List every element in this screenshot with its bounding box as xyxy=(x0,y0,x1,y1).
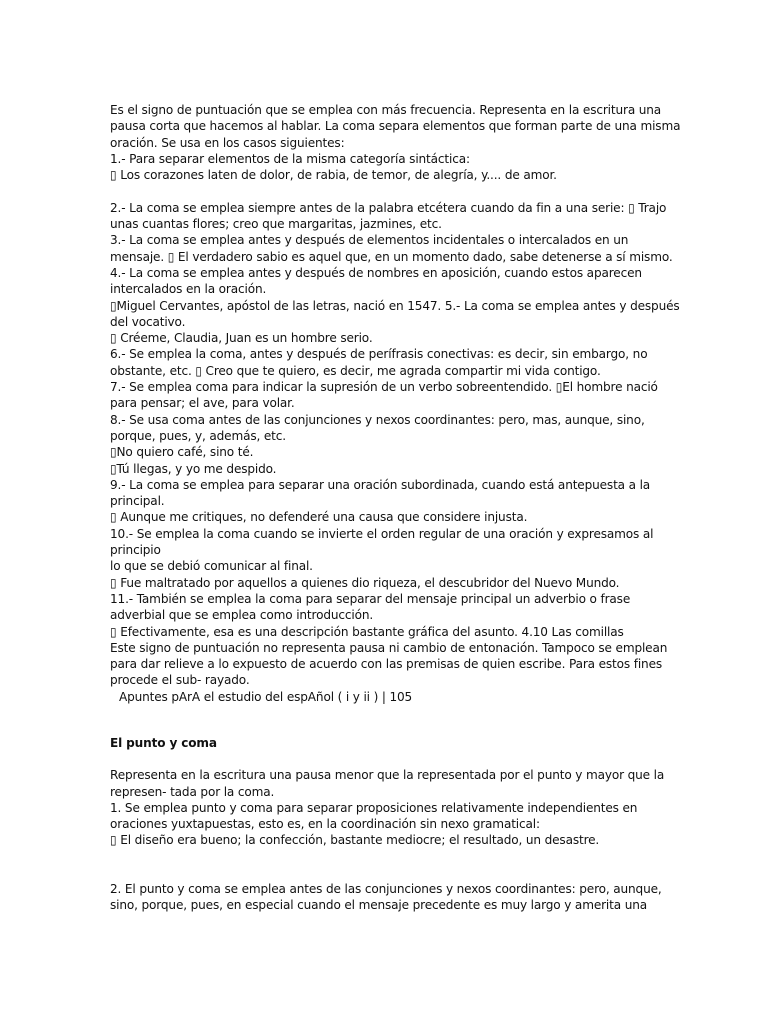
text-line: lo que se debió comunicar al final. xyxy=(110,559,313,574)
blank-line xyxy=(110,183,658,199)
text-line: 8.- Se usa coma antes de las conjunciones y nexos coordinantes: pero, mas, aunque, sino, xyxy=(110,412,645,427)
text-line: procede el sub- rayado. xyxy=(110,673,250,688)
text-line: ▯ Aunque me critiques, no defenderé una causa que considere injusta. xyxy=(110,510,528,525)
page-footer: Apuntes pArA el estudio del espAñol ( i y ii ) | 105 xyxy=(119,689,413,704)
text-line: ▯Miguel Cervantes, apóstol de las letras, nació en 1547. 5.- La coma se emplea antes y después xyxy=(110,298,680,313)
text-line: 11.- También se emplea la coma para separar del mensaje principal un adverbio o frase xyxy=(110,591,631,606)
text-line: ▯ Fue maltratado por aquellos a quienes dio riqueza, el descubridor del Nuevo Mundo. xyxy=(110,575,620,590)
text-line: 4.- La coma se emplea antes y después de nombres en aposición, cuando estos aparecen xyxy=(110,265,642,280)
text-line: Este signo de puntuación no representa pausa ni cambio de entonación. Tampoco se emplean xyxy=(110,640,668,655)
text-line: intercalados en la oración. xyxy=(110,282,267,297)
text-line: para pensar; el ave, para volar. xyxy=(110,396,295,411)
text-line: porque, pues, y, además, etc. xyxy=(110,428,286,443)
text-line: ▯Tú llegas, y yo me despido. xyxy=(110,461,277,476)
section-heading: El punto y coma xyxy=(110,735,217,750)
text-line: 1.- Para separar elementos de la misma categoría sintáctica: xyxy=(110,151,470,166)
text-line: represen- tada por la coma. xyxy=(110,784,275,799)
text-line: 7.- Se emplea coma para indicar la supresión de un verbo sobreentendido. ▯El hombre nació xyxy=(110,380,658,395)
text-line: 2. El punto y coma se emplea antes de las conjunciones y nexos coordinantes: pero, aunque, xyxy=(110,881,662,896)
comma-section xyxy=(110,102,681,705)
text-line: 2.- La coma se emplea siempre antes de la palabra etcétera cuando da fin a una serie: ▯ Trajo xyxy=(110,200,667,215)
text-line: ▯ Los corazones laten de dolor, de rabia, de temor, de alegría, y.... de amor. xyxy=(110,168,557,183)
text-line: 3.- La coma se emplea antes y después de elementos incidentales o intercalados en un xyxy=(110,233,629,248)
text-line: unas cuantas flores; creo que margaritas, jazmines, etc. xyxy=(110,217,442,232)
text-line: 10.- Se emplea la coma cuando se invierte el orden regular de una oración y expresamos al xyxy=(110,526,654,541)
text-line: Representa en la escritura una pausa menor que la representada por el punto y mayor que la xyxy=(110,768,665,783)
text-line: pausa corta que hacemos al hablar. La coma separa elementos que forman parte de una misma xyxy=(110,119,681,134)
document-page xyxy=(110,102,681,913)
semicolon-section xyxy=(110,767,665,913)
text-line: principal. xyxy=(110,494,165,509)
text-line: 6.- Se emplea la coma, antes y después de perífrasis conectivas: es decir, sin embargo, no xyxy=(110,347,648,362)
text-line: adverbial que se emplea como introducción. xyxy=(110,608,374,623)
text-line: obstante, etc. ▯ Creo que te quiero, es decir, me agrada compartir mi vida contigo. xyxy=(110,363,601,378)
text-line: ▯ Créeme, Claudia, Juan es un hombre serio. xyxy=(110,331,373,346)
text-line: ▯No quiero café, sino té. xyxy=(110,445,254,460)
text-line: mensaje. ▯ El verdadero sabio es aquel que, en un momento dado, sabe detenerse a sí mismo. xyxy=(110,249,673,264)
text-line: oración. Se usa en los casos siguientes: xyxy=(110,135,345,150)
text-line: oraciones yuxtapuestas, esto es, en la coordinación sin nexo gramatical: xyxy=(110,817,540,832)
text-line: ▯ El diseño era bueno; la confección, bastante mediocre; el resultado, un desastre. xyxy=(110,833,600,848)
text-line: ▯ Efectivamente, esa es una descripción bastante gráfica del asunto. 4.10 Las comillas xyxy=(110,624,624,639)
text-line: 9.- La coma se emplea para separar una oración subordinada, cuando está antepuesta a la xyxy=(110,477,651,492)
text-line: principio xyxy=(110,543,161,558)
text-line: 1. Se emplea punto y coma para separar proposiciones relativamente independientes en xyxy=(110,800,638,815)
text-line: sino, porque, pues, en especial cuando el mensaje precedente es muy largo y amerita una xyxy=(110,898,647,913)
text-line: del vocativo. xyxy=(110,314,186,329)
text-line: para dar relieve a lo expuesto de acuerdo con las premisas de quien escribe. Para estos fines xyxy=(110,657,663,672)
text-line: Es el signo de puntuación que se emplea con más frecuencia. Representa en la escritura una xyxy=(110,103,662,117)
blank-gap xyxy=(110,849,658,881)
